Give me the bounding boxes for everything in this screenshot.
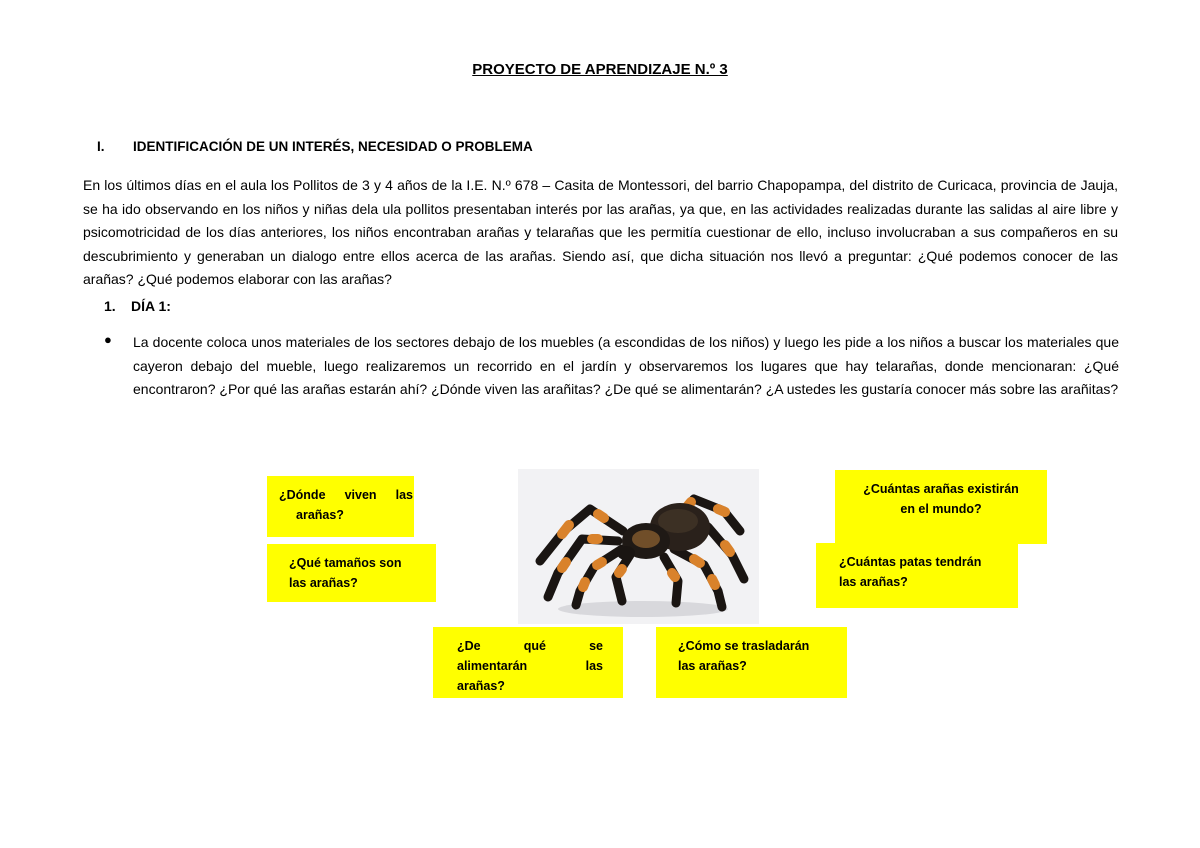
note-line: ¿Dónde viven las bbox=[279, 488, 413, 502]
day-heading bbox=[104, 298, 171, 314]
section-heading-text: IDENTIFICACIÓN DE UN INTERÉS, NECESIDAD O PROBLEMA bbox=[133, 139, 533, 154]
bullet-paragraph: La docente coloca unos materiales de los sectores debajo de los muebles (a escondidas de los niños) y luego les pide a los niños a buscar los materiales que cayeron debajo del mueble, luego realizaremos un recorrido en el jardín y observaremos los lugares que hay telarañas, donde mencionaran: ¿Qué encontraron? ¿Por qué las arañas estarán ahí? ¿Dónde viven las arañitas? ¿De qué se alimentarán? ¿A ustedes les gustaría conocer más sobre las arañitas? bbox=[133, 334, 1119, 397]
tarantula-icon bbox=[518, 469, 759, 624]
day-number: 1. bbox=[104, 298, 116, 314]
note-line: arañas? bbox=[296, 508, 344, 522]
question-note-tamanos bbox=[267, 544, 436, 602]
section-heading bbox=[97, 139, 533, 154]
bullet-icon: ● bbox=[104, 332, 112, 347]
day-heading-text: DÍA 1: bbox=[131, 298, 171, 314]
question-note-alimentaran bbox=[433, 627, 623, 698]
note-line: en el mundo? bbox=[900, 502, 982, 516]
question-note-cuantas-aranas bbox=[835, 470, 1047, 544]
tarantula-photo bbox=[518, 469, 759, 624]
note-line: ¿Cómo se trasladarán bbox=[678, 639, 810, 653]
page-title: PROYECTO DE APRENDIZAJE N.º 3 bbox=[472, 61, 728, 78]
note-line: alimentarán las bbox=[457, 659, 603, 673]
note-line: las arañas? bbox=[289, 576, 358, 590]
question-note-trasladaran bbox=[656, 627, 847, 698]
note-line: ¿Cuántas arañas existirán bbox=[863, 482, 1019, 496]
question-note-cuantas-patas bbox=[816, 543, 1018, 608]
intro-paragraph: En los últimos días en el aula los Pollitos de 3 y 4 años de la I.E. N.º 678 – Casita de Montessori, del barrio Chapopampa, del distrito de Curicaca, provincia de Jauja, se ha ido observando en los niños y niñas dela ula pollitos presentaban interés por las arañas, ya que, en las actividades realizadas durante las salidas al aire libre y psicomotricidad de los días anteriores, los niños encontraban arañas y telarañas que les permitía cuestionar de ello, incluso involucraban a sus compañeros en su descubrimiento y generaban un dialogo entre ellos acerca de las arañas. Siendo así, que dicha situación nos llevó a preguntar: ¿Qué podemos conocer de las arañas? ¿Qué podemos elaborar con las arañas? bbox=[83, 177, 1118, 287]
note-line: las arañas? bbox=[839, 575, 908, 589]
note-line: ¿De qué se bbox=[457, 639, 603, 653]
question-note-donde-viven bbox=[267, 476, 414, 537]
note-line: arañas? bbox=[457, 679, 505, 693]
section-number: I. bbox=[97, 139, 105, 154]
note-line: ¿Cuántas patas tendrán bbox=[839, 555, 982, 569]
note-line: ¿Qué tamaños son bbox=[289, 556, 402, 570]
note-line: las arañas? bbox=[678, 659, 747, 673]
